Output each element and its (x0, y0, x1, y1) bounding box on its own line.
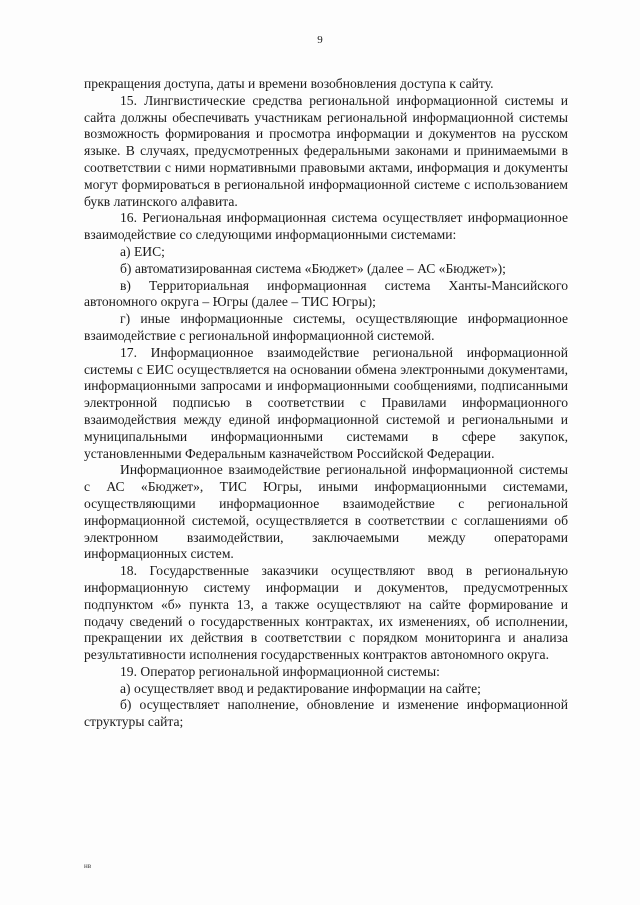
paragraph-19: 19. Оператор региональной информационной системы: (120, 663, 440, 679)
page-number: 9 (317, 34, 323, 46)
list-item-g: г) иные информационные системы, осуществляющие информационное взаимодействие с региональной информационной системой. (84, 311, 568, 343)
list-item-v: в) Территориальная информационная система Ханты-Мансийского автономного округа – Югры (далее – ТИС Югры); (84, 277, 568, 310)
list-item-19-a: а) осуществляет ввод и редактирование информации на сайте; (120, 680, 481, 696)
paragraph-continuation: прекращения доступа, даты и времени возобновления доступа к сайту. (84, 76, 494, 91)
list-item-19-b: б) осуществляет наполнение, обновление и изменение информационной структуры сайта; (84, 697, 568, 730)
footer-mark: нв (84, 862, 92, 870)
paragraph-17-continued: Информационное взаимодействие региональной информационной системы с АС «Бюджет», ТИС Югры, иными информационными системами, осуществляющими информационное взаимодействие с региональной информационной системой, осуществляется в соответствии с соглашениями об электронном взаимодействии, заключаемыми между операторами информационных систем. (84, 462, 568, 562)
paragraph-16: 16. Региональная информационная система осуществляет информационное взаимодействие со следующими информационными системами: (84, 210, 568, 243)
paragraph-15: 15. Лингвистические средства региональной информационной системы и сайта должны обеспечивать участникам региональной информационной системы возможность формирования и просмотра информации и документов на русском языке. В случаях, предусмотренных федеральными законами и принимаемыми в соответствии с ними нормативными правовыми актами, информация и документы могут формироваться в региональной информационной системе с использованием букв латинского алфавита. (84, 92, 568, 209)
list-item-b: б) автоматизированная система «Бюджет» (далее – АС «Бюджет»); (120, 260, 506, 276)
paragraph-17: 17. Информационное взаимодействие региональной информационной системы с ЕИС осуществляется на основании обмена электронными документами, информационными запросами и информационными сообщениями, подписанными электронной подписью в соответствии с Правилами информационного взаимодействия между единой информационной системой и региональными и муниципальными информационными системами в сфере закупок, установленными Федеральным казначейством Российской Федерации. (84, 344, 568, 461)
list-item-a: а) ЕИС; (120, 243, 165, 259)
document-body (84, 76, 568, 731)
paragraph-18: 18. Государственные заказчики осуществляют ввод в региональную информационную систему информации и документов, предусмотренных подпунктом «б» пункта 13, а также осуществляют на сайте формирование и подачу сведений о государственных контрактах, их изменениях, об исполнении, прекращении их действия в соответствии с порядком мониторинга и анализа результативности исполнения государственных контрактов автономного округа. (84, 563, 568, 663)
